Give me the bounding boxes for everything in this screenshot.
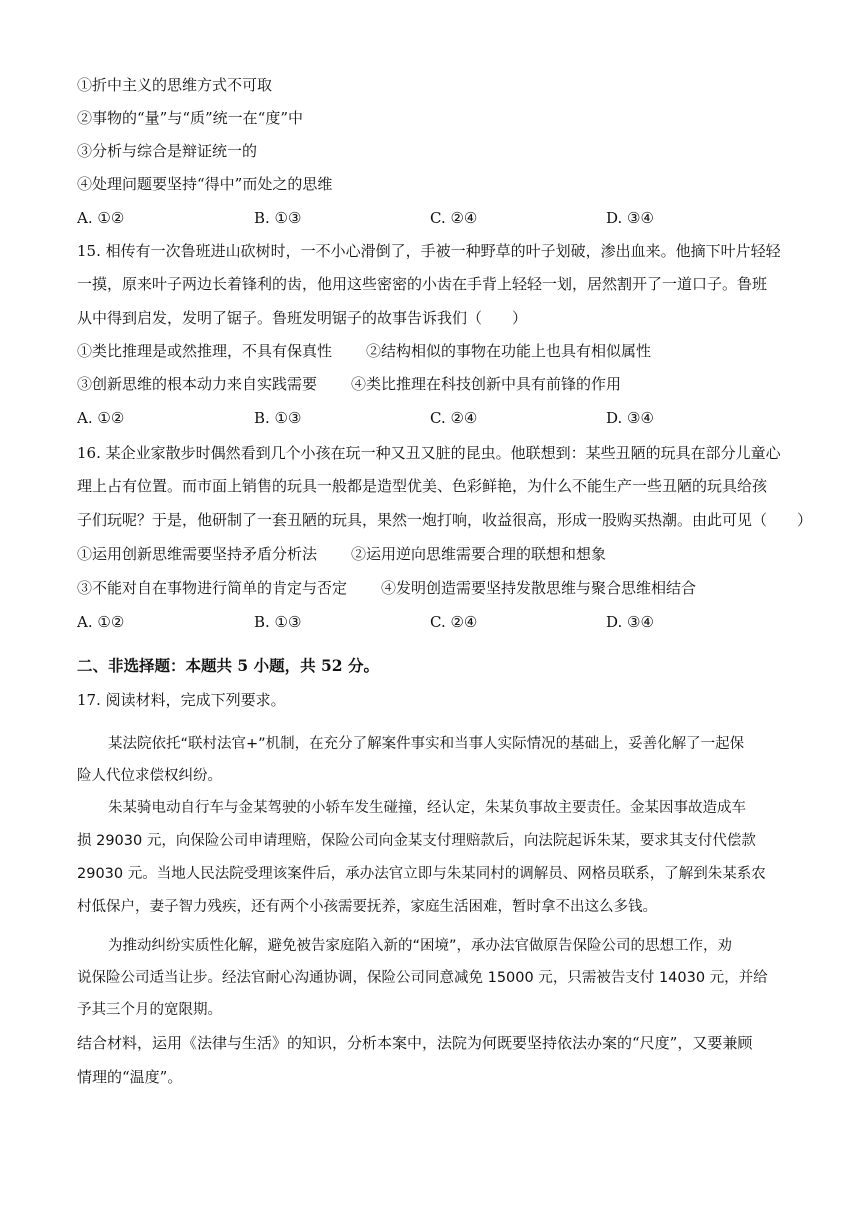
q16-option-d: D. ③④ (606, 613, 654, 631)
q16-option-c: C. ②④ (430, 613, 478, 631)
q14-statement-2: ②事物的“量”与“质”统一在“度”中 (77, 109, 304, 127)
q15-option-d: D. ③④ (606, 409, 654, 427)
q16-statement-4: ④发明创造需要坚持发散思维与聚合思维相结合 (381, 579, 697, 597)
q17-material-p3-line-2: 说保险公司适当让步。经法官耐心沟通协调，保险公司同意减免 15000 元，只需被告支付 14030 元，并给 (77, 970, 768, 986)
q15-stem-line-2: 一摸，原来叶子两边长着锋利的齿，他用这些密密的小齿在手背上轻轻一划，居然割开了一道口子。鲁班 (77, 275, 768, 293)
q17-material-p2-line-2: 损 29030 元，向保险公司申请理赔，保险公司向金某支付理赔款后，向法院起诉朱某，要求其支付代偿款 (77, 833, 756, 849)
q16-option-a: A. ①② (77, 613, 125, 631)
q15-option-c: C. ②④ (430, 409, 478, 427)
q17-material-p3-line-3: 予其三个月的宽限期。 (77, 1002, 222, 1018)
q16-statement-1: ①运用创新思维需要坚持矛盾分析法 (77, 545, 318, 563)
q14-option-d: D. ③④ (606, 209, 654, 227)
q14-option-c: C. ②④ (430, 209, 478, 227)
q14-statement-3: ③分析与综合是辩证统一的 (77, 142, 258, 160)
q17-question-line-2: 情理的“温度”。 (77, 1068, 183, 1086)
q15-option-b: B. ①③ (254, 409, 302, 427)
q15-statement-4: ④类比推理在科技创新中具有前锋的作用 (351, 375, 622, 393)
q16-statement-2: ②运用逆向思维需要合理的联想和想象 (351, 545, 607, 563)
q17-material-p3-line-1: 为推动纠纷实质性化解，避免被告家庭陷入新的“困境”，承办法官做原告保险公司的思想工作，劝 (108, 938, 733, 954)
q17-material-p2-line-1: 朱某骑电动自行车与金某驾驶的小轿车发生碰撞，经认定，朱某负事故主要责任。金某因事故造成车 (108, 800, 746, 816)
q15-stem-line-1: 15. 相传有一次鲁班进山砍树时，一不小心滑倒了，手被一种野草的叶子划破，渗出血来。他摘下叶片轻轻 (77, 242, 781, 260)
q16-stem-line-1: 16. 某企业家散步时偶然看到几个小孩在玩一种又丑又脏的昆虫。他联想到：某些丑陋的玩具在部分儿童心 (77, 444, 781, 462)
q17-material-p2-line-3: 29030 元。当地人民法院受理该案件后，承办法官立即与朱某同村的调解员、网格员联系，了解到朱某系农 (77, 866, 766, 882)
q17-stem: 17. 阅读材料，完成下列要求。 (77, 691, 286, 709)
q15-statement-3: ③创新思维的根本动力来自实践需要 (77, 375, 318, 393)
q17-question-line-1: 结合材料，运用《法律与生活》的知识，分析本案中，法院为何既要坚持依法办案的“尺度”，又要兼顾 (77, 1034, 753, 1052)
q16-stem-line-3: 子们玩呢？于是，他研制了一套丑陋的玩具，果然一炮打响，收益很高，形成一股购买热潮。由此可见（ ） (77, 511, 813, 529)
q17-material-p1-line-2: 险人代位求偿权纠纷。 (77, 768, 222, 784)
q14-statement-4: ④处理问题要坚持“得中”而处之的思维 (77, 175, 333, 193)
q17-material-p1-line-1: 某法院依托“联村法官+”机制，在充分了解案件事实和当事人实际情况的基础上，妥善化解了一起保 (108, 736, 745, 752)
q14-option-a: A. ①② (77, 209, 125, 227)
q15-statement-1: ①类比推理是或然推理，不具有保真性 (77, 342, 333, 360)
q16-stem-line-2: 理上占有位置。而市面上销售的玩具一般都是造型优美、色彩鲜艳，为什么不能生产一些丑陋的玩具给孩 (77, 477, 768, 495)
q14-statement-1: ①折中主义的思维方式不可取 (77, 76, 273, 94)
q16-option-b: B. ①③ (254, 613, 302, 631)
q16-statement-3: ③不能对自在事物进行简单的肯定与否定 (77, 579, 348, 597)
q15-option-a: A. ①② (77, 409, 125, 427)
q15-statement-2: ②结构相似的事物在功能上也具有相似属性 (366, 342, 652, 360)
q15-stem-line-3: 从中得到启发，发明了锯子。鲁班发明锯子的故事告诉我们（ ） (77, 309, 528, 327)
q17-material-p2-line-4: 村低保户，妻子智力残疾，还有两个小孩需要抚养，家庭生活困难，暂时拿不出这么多钱。 (77, 899, 657, 915)
section-2-heading: 二、非选择题：本题共 5 小题，共 52 分。 (77, 656, 379, 675)
q14-option-b: B. ①③ (254, 209, 302, 227)
